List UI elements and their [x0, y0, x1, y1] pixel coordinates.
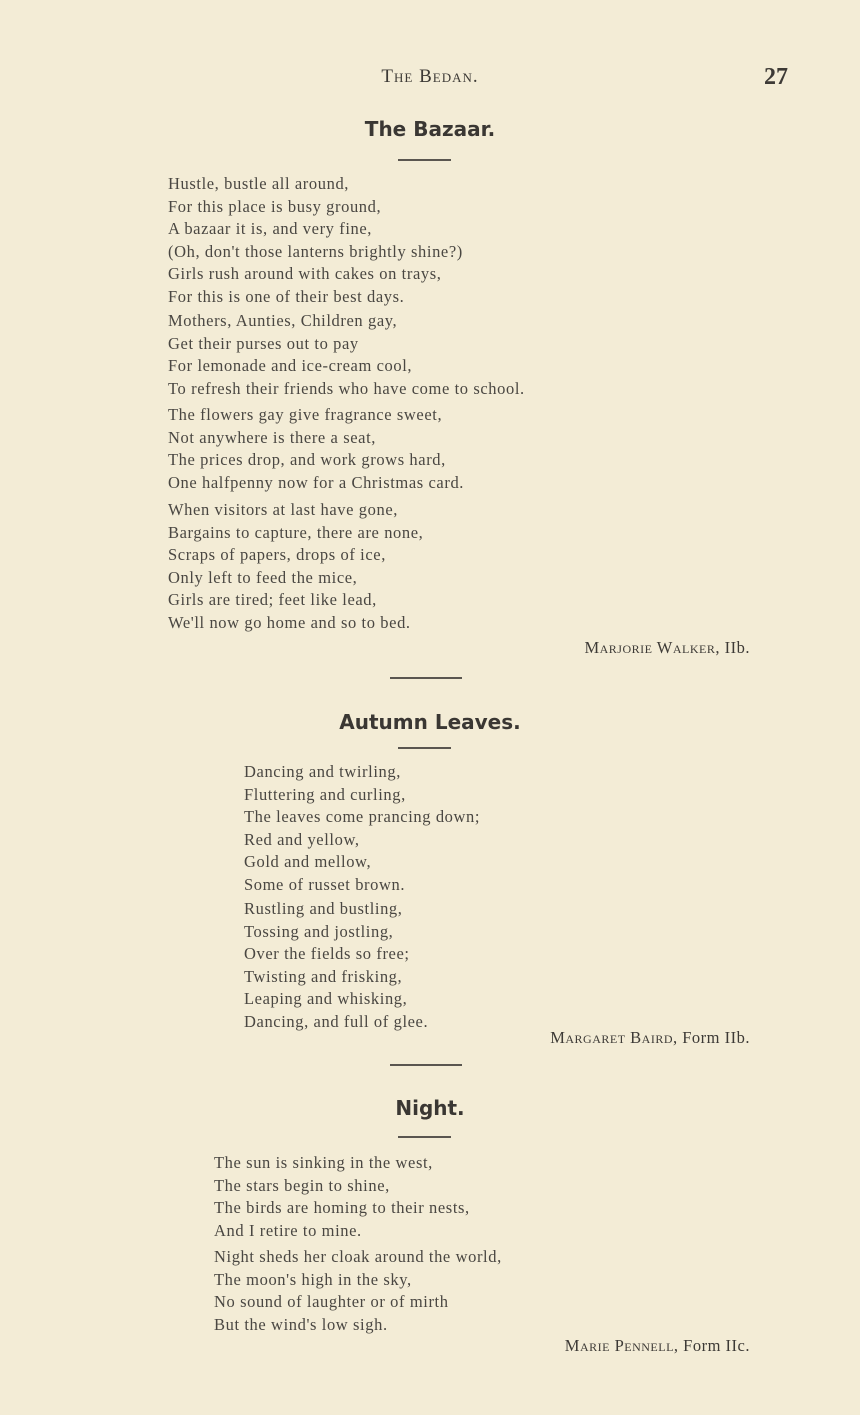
stanza [168, 499, 423, 635]
stanza [168, 310, 525, 400]
poem-title-night: Night. [395, 1096, 465, 1120]
poem-line: When visitors at last have gone, [168, 500, 398, 519]
author-name: Marie Pennell, [564, 1336, 679, 1355]
stanza [244, 898, 428, 1034]
poem-line: Fluttering and curling, [244, 784, 406, 804]
poem-line: One halfpenny now for a Christmas card. [168, 472, 465, 492]
poem-line: Leaping and whisking, [244, 989, 408, 1009]
poem-title-bazaar: The Bazaar. [364, 117, 496, 141]
author-form: IIb. [720, 638, 750, 657]
title-underline [398, 1136, 451, 1138]
poem-line: For this place is busy ground, [168, 196, 382, 216]
poem-line: The sun is sinking in the west, [214, 1153, 433, 1172]
poem-line: The stars begin to shine, [214, 1175, 390, 1195]
section-divider [390, 1064, 462, 1066]
poem-line: Girls rush around with cakes on trays, [168, 264, 442, 284]
title-underline [398, 159, 451, 161]
section-divider [390, 677, 462, 679]
page-number: 27 [764, 64, 788, 90]
stanza [168, 404, 464, 494]
poem-line: Gold and mellow, [244, 852, 372, 872]
poem-line: We'll now go home and so to bed. [168, 612, 411, 632]
author-name: Marjorie Walker, [584, 638, 720, 657]
stanza [214, 1246, 502, 1336]
poem-line: Dancing and twirling, [244, 762, 401, 781]
poem-line: The moon's high in the sky, [214, 1269, 412, 1289]
poem-line: (Oh, don't those lanterns brightly shine?) [168, 241, 463, 261]
poem-line: And I retire to mine. [214, 1220, 362, 1240]
poem-line: The prices drop, and work grows hard, [168, 450, 446, 470]
stanza [168, 173, 463, 309]
poem-line: But the wind's low sigh. [214, 1314, 388, 1334]
poem-line: Some of russet brown. [244, 874, 406, 894]
author-form: Form IIc. [678, 1336, 750, 1355]
poem-line: Not anywhere is there a seat, [168, 427, 376, 447]
poem-line: Girls are tired; feet like lead, [168, 590, 377, 610]
poem-line: The leaves come prancing down; [244, 807, 481, 827]
poem-line: Get their purses out to pay [168, 333, 359, 353]
running-header: The Bedan. [381, 66, 479, 87]
poem-line: Hustle, bustle all around, [168, 174, 350, 193]
poem-line: Twisting and frisking, [244, 966, 403, 986]
poem-line: Only left to feed the mice, [168, 567, 358, 587]
poem-line: Mothers, Aunties, Children gay, [168, 311, 398, 330]
stanza [244, 761, 480, 897]
poem-line: Rustling and bustling, [244, 899, 403, 918]
poem-title-autumn-leaves: Autumn Leaves. [339, 710, 521, 734]
poem-line: For this is one of their best days. [168, 286, 405, 306]
poem-line: Tossing and jostling, [244, 921, 394, 941]
poem-line: For lemonade and ice-cream cool, [168, 356, 413, 376]
poem-line: A bazaar it is, and very fine, [168, 219, 373, 239]
stanza [214, 1152, 470, 1242]
poem-line: To refresh their friends who have come to school. [168, 378, 525, 398]
poem-line: Scraps of papers, drops of ice, [168, 545, 386, 565]
author-credit [565, 1336, 750, 1356]
poem-line: Night sheds her cloak around the world, [214, 1247, 502, 1266]
poem-line: Red and yellow, [244, 829, 360, 849]
poem-line: Over the fields so free; [244, 944, 410, 964]
poem-line: Dancing, and full of glee. [244, 1011, 429, 1031]
poem-line: The flowers gay give fragrance sweet, [168, 405, 443, 424]
author-form: Form IIb. [677, 1028, 750, 1047]
author-name: Margaret Baird, [550, 1028, 678, 1047]
author-credit [550, 1028, 750, 1048]
author-credit [584, 638, 750, 658]
title-underline [398, 747, 451, 749]
poem-line: The birds are homing to their nests, [214, 1198, 470, 1218]
poem-line: Bargains to capture, there are none, [168, 522, 424, 542]
poem-line: No sound of laughter or of mirth [214, 1292, 449, 1312]
